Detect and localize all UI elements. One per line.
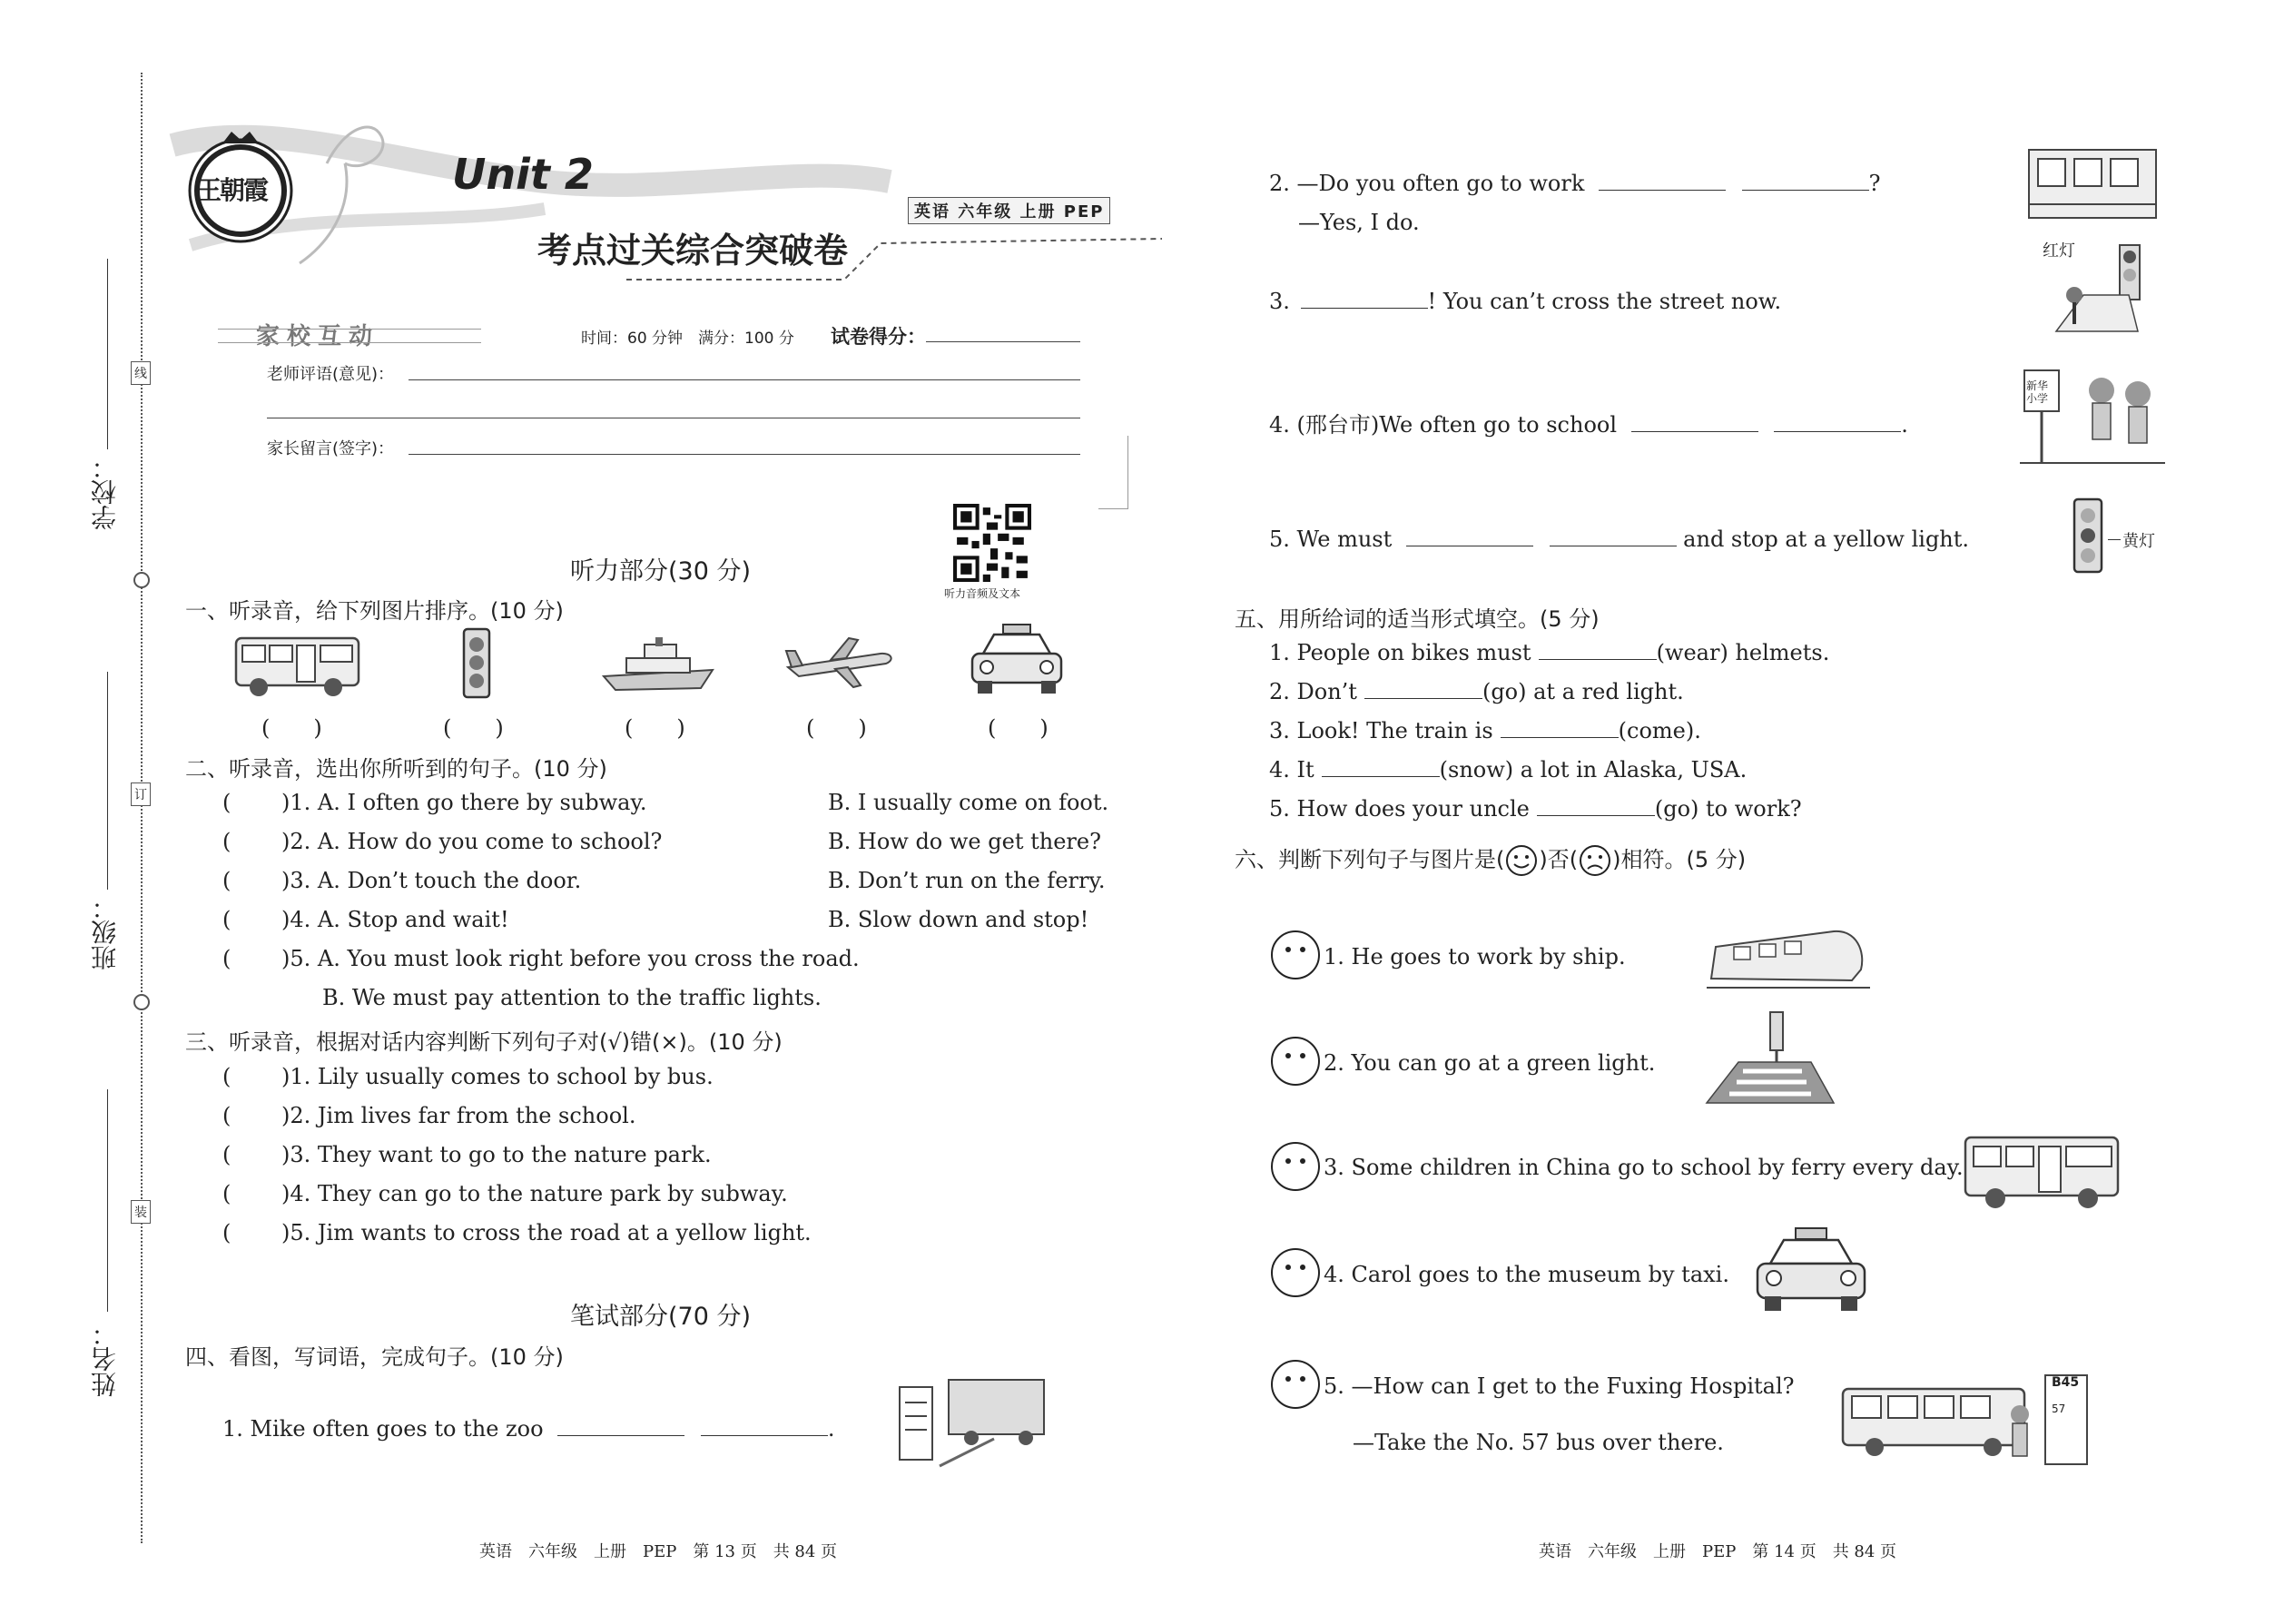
section-6-title — [1235, 842, 1746, 878]
qr-caption: 听力音频及文本 — [944, 587, 1021, 600]
parent-comment-label: 家长留言(签字)： — [267, 439, 395, 458]
blank-face-answer[interactable] — [1271, 1360, 1320, 1409]
answer-blank[interactable]: ( — [222, 829, 231, 854]
subway-picture — [2024, 141, 2161, 227]
score-field[interactable] — [926, 341, 1080, 342]
binding-dotted-line — [141, 73, 143, 1543]
badge-rule — [218, 329, 481, 343]
seal-char: 装 — [131, 1200, 151, 1224]
fill-blank[interactable] — [1539, 643, 1657, 660]
zoo-bus-stop-picture — [894, 1371, 1053, 1471]
fill-blank[interactable] — [557, 1419, 684, 1436]
answer-blank[interactable]: ( — [222, 907, 231, 932]
section-1-title: 一、听录音，给下列图片排序。(10 分) — [185, 598, 564, 624]
traffic-light-picture — [458, 626, 495, 704]
page-footer-left: 英语 六年级 上册 PEP 第 13 页 共 84 页 — [479, 1542, 838, 1561]
s6-item: 5. —How can I get to the Fuxing Hospital? — [1324, 1373, 1795, 1399]
school-sign: 新华小学 — [2026, 379, 2049, 405]
teacher-comment-label: 老师评语(意见)： — [267, 365, 395, 384]
meta-badge: 英语 六年级 上册 PEP — [908, 197, 1110, 224]
s3-item: )2. Jim lives far from the school. — [281, 1103, 636, 1128]
fill-blank[interactable] — [1301, 291, 1428, 309]
brand-logo-text: 王朝霞 — [196, 175, 268, 205]
s5-item-post: (snow) a lot in Alaska, USA. — [1439, 757, 1748, 782]
s4-q5 — [1269, 527, 1969, 552]
home-school-badge: 家校互动 — [256, 323, 380, 350]
s4-q4: 4. (邢台市)We often go to school . — [1269, 412, 1908, 438]
fill-blank[interactable] — [1537, 799, 1655, 816]
s2-item-b: B. We must pay attention to the traffic lights. — [322, 985, 822, 1010]
fill-blank[interactable] — [1550, 529, 1677, 546]
blank-face-answer[interactable] — [1271, 930, 1320, 979]
parent-comment-field[interactable] — [409, 454, 1080, 455]
fill-blank[interactable] — [1631, 415, 1758, 432]
s3-item: )1. Lily usually comes to school by bus. — [281, 1064, 714, 1089]
yellow-light-picture — [2070, 495, 2106, 581]
s5-item — [1269, 718, 1701, 743]
s4-q4-text: 4. (邢台市)We often go to school — [1269, 412, 1618, 438]
taxi-picture — [967, 622, 1067, 699]
s6-item: 3. Some children in China go to school by ferry every day. — [1324, 1155, 1964, 1180]
s2-item-a: )1. A. I often go there by subway. — [281, 790, 647, 815]
paper-title: 考点过关综合突破卷 — [537, 231, 849, 271]
s5-item-pre: 5. How does your uncle — [1269, 796, 1530, 822]
s5-item — [1269, 640, 1829, 665]
fill-blank[interactable] — [1406, 529, 1533, 546]
s4-q2: 2. —Do you often go to work ? — [1269, 171, 1881, 196]
bus-picture — [231, 631, 363, 699]
binding-hole — [133, 994, 150, 1010]
s5-item-post: (go) to work? — [1654, 796, 1802, 822]
unit-title: Unit 2 — [452, 150, 594, 199]
s6-item: 2. You can go at a green light. — [1324, 1050, 1656, 1076]
s5-item-post: (wear) helmets. — [1656, 640, 1830, 665]
s4-q2-text: 2. —Do you often go to work — [1269, 171, 1585, 196]
s6-item: 4. Carol goes to the museum by taxi. — [1324, 1262, 1729, 1287]
yellow-light-label: 黄灯 — [2122, 532, 2155, 551]
s5-item — [1269, 796, 1802, 822]
name-line[interactable] — [107, 1089, 108, 1312]
taxi-picture-2 — [1752, 1225, 1870, 1316]
answer-blank[interactable]: ( — [222, 1142, 231, 1167]
binding-hole — [133, 572, 150, 588]
blank-face-answer[interactable] — [1271, 1142, 1320, 1191]
answer-blank[interactable]: ( — [222, 946, 231, 971]
teacher-comment-field[interactable] — [409, 379, 1080, 380]
s3-item: )3. They want to go to the nature park. — [281, 1142, 712, 1167]
blank-face-answer[interactable] — [1271, 1037, 1320, 1086]
fill-blank[interactable] — [701, 1419, 828, 1436]
red-light-crossing-picture — [2047, 241, 2147, 340]
s5-item-pre: 4. It — [1269, 757, 1314, 782]
red-light-label: 红灯 — [2043, 241, 2075, 261]
green-light-crossing-picture — [1702, 1008, 1838, 1107]
writing-title: 笔试部分(70 分) — [570, 1303, 752, 1331]
s2-item-a: )5. A. You must look right before you cross the road. — [281, 946, 860, 971]
page-footer-right: 英语 六年级 上册 PEP 第 14 页 共 84 页 — [1539, 1542, 1897, 1561]
answer-blank[interactable]: ( — [222, 1103, 231, 1128]
s6-title-pre: 六、判断下列句子与图片是( — [1235, 847, 1505, 872]
fill-blank[interactable] — [1322, 760, 1440, 777]
s6-item: 1. He goes to work by ship. — [1324, 944, 1626, 969]
s2-item-b: B. How do we get there? — [828, 829, 1101, 854]
fill-blank[interactable] — [1364, 682, 1482, 699]
qr-code[interactable] — [953, 504, 1031, 582]
s5-item-pre: 1. People on bikes must — [1269, 640, 1531, 665]
school-label: 学校： — [90, 454, 120, 530]
s5-item — [1269, 679, 1684, 704]
score-label: 试卷得分： — [831, 326, 926, 348]
s4-q1: 1. Mike often goes to the zoo . — [222, 1416, 835, 1442]
answer-blank[interactable]: ( ) — [443, 715, 504, 741]
plane-picture — [781, 631, 899, 690]
school-line[interactable] — [107, 259, 108, 449]
ship-picture — [599, 635, 722, 694]
class-label: 班级： — [90, 894, 120, 970]
bus-picture-2 — [1961, 1130, 2122, 1212]
seal-char: 订 — [131, 782, 151, 806]
sad-face-icon — [1578, 843, 1612, 878]
section-3-title: 三、听录音，根据对话内容判断下列句子对(√)错(×)。(10 分) — [185, 1029, 783, 1055]
section-4-title: 四、看图，写词语，完成句子。(10 分) — [185, 1344, 564, 1370]
answer-blank[interactable]: ( ) — [806, 715, 867, 741]
s5-item-post: (come). — [1618, 718, 1701, 743]
fill-blank[interactable] — [1774, 415, 1901, 432]
s4-q5-tail: and stop at a yellow light. — [1683, 527, 1970, 552]
answer-blank[interactable]: ( ) — [625, 715, 685, 741]
answer-blank[interactable]: ( — [222, 1181, 231, 1206]
class-line[interactable] — [107, 672, 108, 890]
bus-stop-sign-number: 57 — [2052, 1403, 2066, 1415]
fill-blank[interactable] — [1742, 173, 1869, 191]
yellow-light-pointer — [2108, 539, 2121, 540]
s5-item — [1269, 757, 1747, 782]
s4-q3-num: 3. — [1269, 289, 1290, 314]
answer-blank[interactable]: ( — [222, 1220, 231, 1245]
s2-item-a: )3. A. Don’t touch the door. — [281, 868, 582, 893]
s2-item-b: B. Slow down and stop! — [828, 907, 1089, 932]
answer-blank[interactable]: ( ) — [261, 715, 322, 741]
bus-stop-sign: B45 — [2052, 1375, 2080, 1390]
answer-blank[interactable]: ( — [222, 1064, 231, 1089]
name-label: 姓名： — [90, 1321, 120, 1397]
happy-face-icon — [1504, 843, 1539, 878]
section-5-title: 五、用所给词的适当形式填空。(5 分) — [1235, 606, 1600, 632]
s6-item-5-answer: —Take the No. 57 bus over there. — [1353, 1430, 1724, 1455]
s4-q5-text: 5. We must — [1269, 527, 1393, 552]
s5-item-pre: 3. Look! The train is — [1269, 718, 1493, 743]
s4-q1-text: 1. Mike often goes to the zoo — [222, 1416, 544, 1442]
header-frame-right — [1098, 436, 1128, 509]
s3-item: )4. They can go to the nature park by subway. — [281, 1181, 788, 1206]
train-picture — [1707, 915, 1870, 992]
s4-q2-answer: —Yes, I do. — [1298, 210, 1420, 235]
s2-item-a: )4. A. Stop and wait! — [281, 907, 509, 932]
s3-item: )5. Jim wants to cross the road at a yellow light. — [281, 1220, 812, 1245]
s6-title-mid: )否( — [1539, 847, 1579, 872]
s4-q3-text: ! You can’t cross the street now. — [1427, 289, 1782, 314]
s5-item-pre: 2. Don’t — [1269, 679, 1357, 704]
s2-item-a: )2. A. How do you come to school? — [281, 829, 663, 854]
seal-char: 线 — [131, 361, 151, 385]
s5-item-post: (go) at a red light. — [1482, 679, 1684, 704]
header-dashes — [617, 216, 1180, 289]
listening-title: 听力部分(30 分) — [570, 557, 752, 586]
s6-title-post: )相符。(5 分) — [1612, 847, 1747, 872]
s4-q3 — [1269, 289, 1781, 314]
answer-blank[interactable]: ( — [222, 868, 231, 893]
fill-blank[interactable] — [1599, 173, 1726, 191]
fill-blank[interactable] — [1501, 721, 1619, 738]
s2-item-b: B. I usually come on foot. — [828, 790, 1109, 815]
blank-face-answer[interactable] — [1271, 1248, 1320, 1297]
time-info: 时间：60 分钟 满分：100 分 — [581, 330, 794, 348]
section-2-title: 二、听录音，选出你所听到的句子。(10 分) — [185, 756, 607, 782]
s2-item-b: B. Don’t run on the ferry. — [828, 868, 1106, 893]
answer-blank[interactable]: ( — [222, 790, 231, 815]
answer-blank[interactable]: ( ) — [988, 715, 1049, 741]
